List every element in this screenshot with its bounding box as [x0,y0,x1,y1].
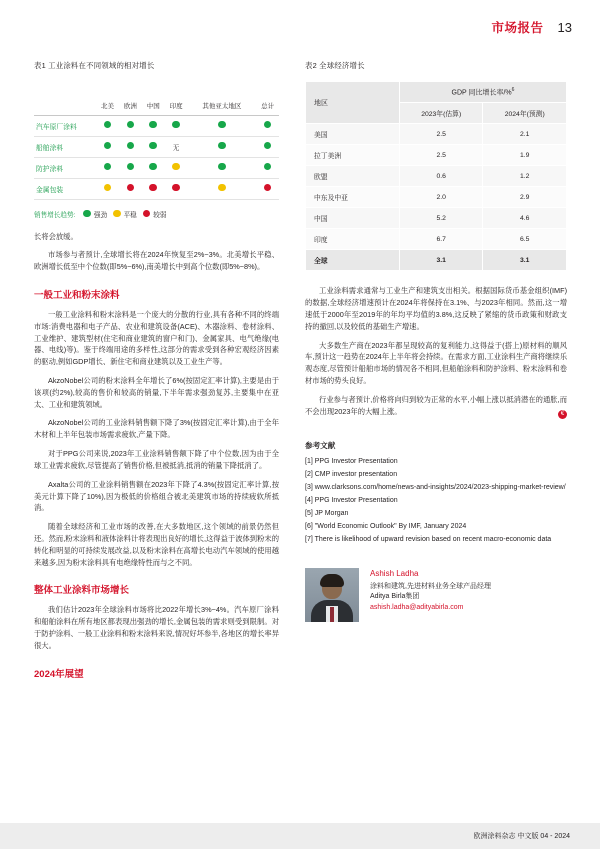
table1-row2-label: 防护涂料 [34,157,96,178]
status-dot-red [172,184,180,192]
table1-col-4: 印度 [165,81,188,115]
status-dot-green [149,121,157,129]
legend-item-flat [113,209,137,219]
table2-total-region: 全球 [306,250,400,271]
paragraph: 大多数生产商在2023年都呈现较高的复利能力,这得益于(搭上)原材料的顺风车,预计这一趋势在2024年上半年将会持续。在需求方面,工业涂料生产商将继续乐观态度,尽管预计船舶市场的情况各不相同,但船舶涂料和防护涂料、粉末涂料和卷材市场的势头良好。 [305,340,567,386]
status-dot-red [143,210,151,218]
table1-cell [188,178,257,199]
table2-value-2024: 6.5 [483,229,567,250]
list-item: [5] JP Morgan [305,510,349,518]
table-row [306,166,567,187]
table2-caption: 表2 全球经济增长 [305,61,365,70]
header-section-title: 市场报告 [491,21,544,35]
table2-value-2023: 5.2 [399,208,483,229]
status-dot-green [104,121,112,129]
table-row [34,136,279,157]
table1-row0-label: 汽车原厂涂料 [34,115,96,136]
table2-header-gdp-sup: 6 [511,87,515,93]
table1-cell [165,178,188,199]
table1-legend [34,209,279,219]
table1-cell [142,178,165,199]
paragraph: 工业涂料需求通常与工业生产和建筑支出相关。根据国际货币基金组织(IMF)的数据,全球经济增速预计在2024年将保持在3.1%、与2023年相同。然而,这一增速低于2000年至2019年的年均平均值的3.8%,这反映了紧缩的货币政策和财政支持的撤回,以及较低的基础生产增速。 [305,286,567,331]
table-row [306,187,567,208]
status-dot-green [218,163,226,171]
status-dot-green [264,142,272,150]
table2-subheader-2024: 2024年(预测) [483,103,567,124]
table-global-economic-growth [305,81,567,271]
references-list [305,457,567,546]
table1-cell [165,115,188,136]
status-dot-green [83,210,91,218]
table1-row3-label: 金属包装 [34,178,96,199]
author-name: Ashish Ladha [370,568,419,578]
table1-cell [188,115,257,136]
table1-cell [96,136,119,157]
table-row [34,115,279,136]
author-role: 涂料和建筑,先进材料业务全球产品经理 [370,582,491,590]
list-item: [2] CMP investor presentation [305,471,398,479]
table1-col-0 [34,81,96,115]
page-header [492,18,572,36]
table-row [34,81,279,115]
table-row [306,250,567,271]
table1-cell [256,115,279,136]
legend-item-strong [83,209,107,219]
author-email[interactable]: ashish.ladha@adityabirla.com [370,603,464,611]
table1-cell [96,178,119,199]
status-dot-green [127,163,135,171]
table1-cell [165,157,188,178]
footer-text: 欧洲涂料杂志 中文版 04 - 2024 [473,833,570,840]
table1-cell [256,178,279,199]
status-dot-red [127,184,135,192]
section-heading-2024-outlook: 2024年展望 [34,668,84,680]
list-item: [1] PPG Investor Presentation [305,458,398,466]
section-heading-overall-market-growth: 整体工业涂料市场增长 [34,585,130,597]
status-dot-green [218,121,226,129]
table1-cell [256,136,279,157]
paragraph: AkzoNobel公司的工业涂料销售额下降了3%(按固定汇率计算),由于全年木材和上半年包装市场需求疲软,产量下降。 [34,418,279,440]
references-title: 参考文献 [305,441,336,451]
paragraph: 市场参与者预计,全球增长将在2024年恢复至2%~3%。北美增长平稳、欧洲增长低至中个位数(即5%~6%),南美增长中到高个位数(即5%~8%)。 [34,250,279,272]
status-dot-green [127,142,135,150]
table2-value-2023: 2.5 [399,124,483,145]
table1-cell [256,157,279,178]
right-column [305,60,567,622]
table2-header-gdp [399,82,566,103]
table2-header-gdp-text: GDP 同比增长率/% [451,89,512,97]
left-column [34,60,279,688]
status-dot-green [218,142,226,150]
table2-total-2024: 3.1 [483,250,567,271]
paragraph: AkzoNobel公司的粉末涂料全年增长了6%(按固定汇率计算),主要是由于该项(约2%),较高的售价和较高的销量,下半年需求强劲复苏,主要集中在亚太、工业和建筑领域。 [34,376,279,409]
status-dot-green [149,142,157,150]
status-dot-yellow [104,184,112,192]
table2-subheader-2023: 2023年(估算) [399,103,483,124]
table2-value-2024: 2.1 [483,124,567,145]
table1-cell [188,136,257,157]
table1-caption: 表1 工业涂料在不同领域的相对增长 [34,61,155,70]
table1-col-6: 总计 [256,81,279,115]
status-dot-green [127,121,135,129]
table-row [306,229,567,250]
table-row [306,124,567,145]
table1-cell [119,115,142,136]
status-dot-yellow [218,184,226,192]
paragraph: 一般工业涂料和粉末涂料是一个庞大的分散的行业,具有各种不同的终端市场:消费电器和电子产品、农业和建筑设备(ACE)、木器涂料、卷材涂料、工业维护、建筑型材(住宅和商业建筑的窗户和门)、金属家具、电气绝缘(电器、电线)等)。鉴于终端用途的多样性,这部分的需求受到各种宏观经济因素的驱动,例如GDP增长、新住宅和商业建筑以及工业生产等。 [34,309,279,367]
table1-cell [119,136,142,157]
status-dot-yellow [113,210,121,218]
table2-value-2023: 0.6 [399,166,483,187]
table1-cell [142,157,165,178]
avatar [305,568,359,622]
legend-item-label: 强劲 [93,211,108,219]
table2-region: 中东及中亚 [306,187,400,208]
paragraph: Axalta公司的工业涂料销售额在2023年下降了4.3%(按固定汇率计算,按美元计算下降了10%),因为极低的价格组合被北美建筑市场的持续疲软所抵消。 [34,479,279,513]
legend-item-weak [143,209,167,219]
paragraph: 长将会放缓。 [34,231,78,241]
table1-cell [119,157,142,178]
table1-col-2: 欧洲 [119,81,142,115]
legend-item-label: 平稳 [123,211,137,219]
page-footer [0,821,600,849]
table2-value-2023: 6.7 [399,229,483,250]
table1-cell [142,115,165,136]
table2-region: 拉丁美洲 [306,145,400,166]
table-industrial-coatings-growth [34,81,279,200]
table2-value-2024: 1.9 [483,145,567,166]
status-dot-green [104,163,112,171]
table2-region: 欧盟 [306,166,400,187]
table1-cell [165,136,188,157]
page-number: 13 [557,20,572,35]
list-item: [7] There is likelihood of upward revision based on recent macro-economic data [305,536,552,544]
table2-value-2024: 2.9 [483,187,567,208]
table1-col-5: 其他亚太地区 [188,81,257,115]
table-row [34,157,279,178]
table1-cell [188,157,257,178]
status-dot-green [172,121,180,129]
paragraph: 对于PPG公司来说,2023年工业涂料销售额下降了中个位数,因为由于全球工业需求疲软,尽管提高了销售价格,但被抵消,抵消的销量下降抵消了。 [34,449,279,470]
table1-cell [142,136,165,157]
list-item: [3] www.clarksons.com/home/news-and-insights/2024/2023-shipping-market-review/ [305,484,566,492]
table-row [34,178,279,199]
table2-total-2023: 3.1 [399,250,483,271]
list-item: [6] "World Economic Outlook" By IMF, January 2024 [305,523,467,531]
author-block [305,568,567,622]
table2-header-region: 地区 [306,82,400,124]
table-row [306,208,567,229]
author-company: Aditya Birla集团 [370,593,420,601]
status-dot-green [149,163,157,171]
table-row [306,82,567,103]
status-dot-yellow [172,163,180,171]
section-heading-general-industrial: 一般工业和粉末涂料 [34,289,120,301]
table1-cell [96,115,119,136]
status-dot-green [264,121,272,129]
table2-region: 印度 [306,229,400,250]
table2-value-2024: 4.6 [483,208,567,229]
status-dot-red [149,184,157,192]
end-marker-icon: € [558,410,567,419]
legend-item-label: 较弱 [153,211,167,219]
table2-value-2024: 1.2 [483,166,567,187]
table2-value-2023: 2.5 [399,145,483,166]
paragraph: 我们估计2023年全球涂料市场将比2022年增长3%~4%。汽车原厂涂料和船舶涂料在所有地区都表现出强劲的增长,金属包装的需求则受到限制。对于防护涂料、一般工业涂料和粉末涂料来说,情况好坏参半,各地区的增长率异很大。 [34,605,279,650]
paragraph: 随着全球经济和工业市场的改善,在大多数地区,这个领域的前景仍然但还。然而,粉末涂料和液体涂料计将表现出良好的增长,这得益于波体到粉末的转化和明显的可持续发展改益,以及粉末涂料在高增长电动汽车领域的使用越来越多,因为粉末涂料具有电绝缘特性而与之不同。 [34,522,279,567]
status-dot-green [264,163,272,171]
table2-region: 中国 [306,208,400,229]
table1-cell [96,157,119,178]
legend-label: 销售增长趋势: [34,211,76,219]
table1-cell [119,178,142,199]
status-dot-red [264,184,272,192]
table1-col-1: 北美 [96,81,119,115]
author-info [370,568,491,614]
table2-value-2023: 2.0 [399,187,483,208]
table1-col-3: 中国 [142,81,165,115]
table-row [306,145,567,166]
status-dot-green [104,142,112,150]
table2-region: 美国 [306,124,400,145]
table1-row1-label: 船舶涂料 [34,136,96,157]
table1-none-label: 无 [172,144,180,152]
paragraph: 行业参与者预计,价格将向归到较为正常的水平,小幅上涨以抵消潜在的通胀,而不会出现2023年的大幅上涨。 [305,394,567,416]
list-item: [4] PPG Investor Presentation [305,497,398,505]
